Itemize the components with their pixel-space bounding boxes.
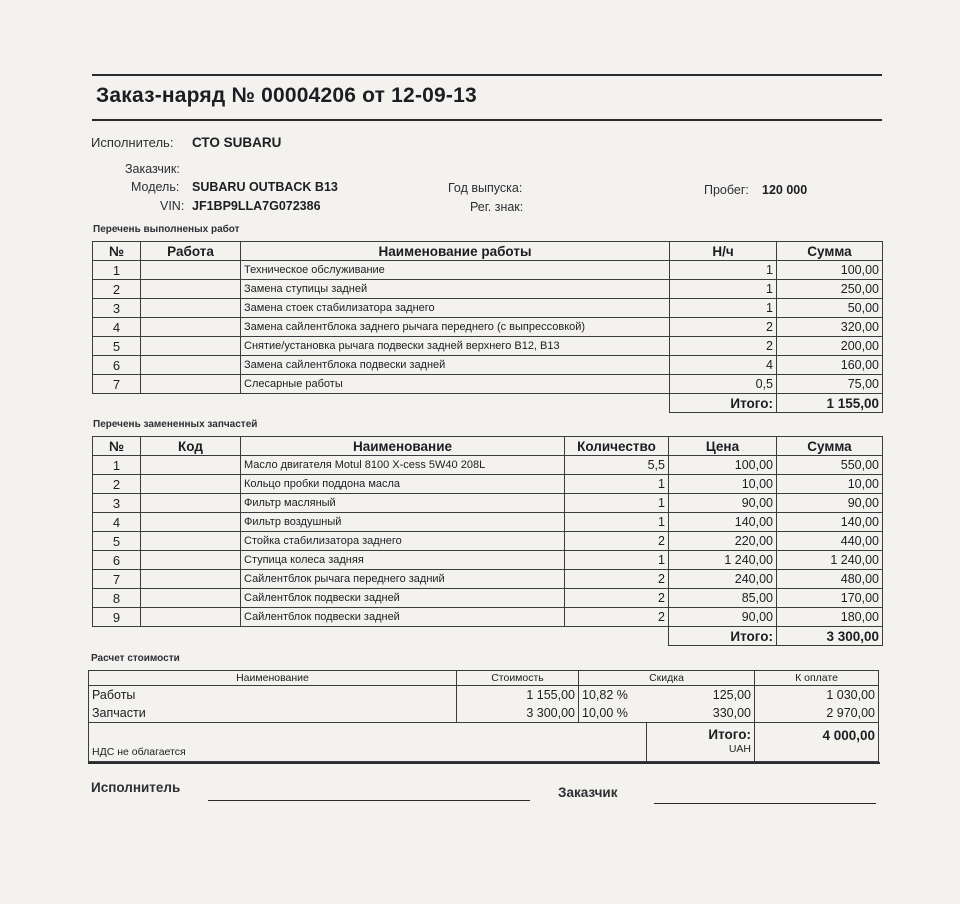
row-name: Замена стоек стабилизатора заднего (241, 299, 670, 318)
row-number: 2 (93, 475, 141, 494)
row-sum: 100,00 (777, 261, 883, 280)
calc-row-pay: 2 970,00 (755, 704, 879, 723)
vat-note: НДС не облагается (92, 746, 186, 758)
parts-col-sum: Сумма (777, 437, 883, 456)
table-row (93, 337, 883, 356)
table-row (89, 704, 879, 723)
row-code (141, 337, 241, 356)
row-price: 100,00 (669, 456, 777, 475)
works-col-hours: Н/ч (670, 242, 777, 261)
row-sum: 170,00 (777, 589, 883, 608)
row-qty: 1 (565, 551, 669, 570)
row-code (141, 280, 241, 299)
table-row (93, 375, 883, 394)
works-total-row (93, 394, 883, 413)
executor-label: Исполнитель: (91, 135, 174, 150)
works-table (92, 241, 883, 413)
row-number: 9 (93, 608, 141, 627)
parts-total-value: 3 300,00 (777, 627, 883, 646)
row-number: 2 (93, 280, 141, 299)
row-number: 6 (93, 551, 141, 570)
row-sum: 140,00 (777, 513, 883, 532)
row-price: 85,00 (669, 589, 777, 608)
row-name: Ступица колеса задняя (241, 551, 565, 570)
row-hours: 1 (670, 280, 777, 299)
parts-col-price: Цена (669, 437, 777, 456)
row-name: Стойка стабилизатора заднего (241, 532, 565, 551)
row-code (141, 456, 241, 475)
row-price: 220,00 (669, 532, 777, 551)
row-qty: 2 (565, 532, 669, 551)
table-row (93, 261, 883, 280)
calc-total-row (89, 723, 879, 762)
row-name: Снятие/установка рычага подвески задней верхнего B12, B13 (241, 337, 670, 356)
row-name: Замена ступицы задней (241, 280, 670, 299)
calc-col-discount: Скидка (579, 671, 755, 686)
calc-row-pay: 1 030,00 (755, 686, 879, 705)
calc-row-discount-pct: 10,00 % (579, 704, 647, 723)
row-qty: 5,5 (565, 456, 669, 475)
row-qty: 2 (565, 608, 669, 627)
row-number: 6 (93, 356, 141, 375)
row-qty: 1 (565, 513, 669, 532)
calc-table (88, 670, 879, 762)
vin-value: JF1BP9LLA7G072386 (192, 199, 321, 213)
calc-col-cost: Стоимость (457, 671, 579, 686)
executor-signature-label: Исполнитель (91, 780, 181, 795)
row-sum: 200,00 (777, 337, 883, 356)
table-row (89, 686, 879, 705)
table-row (93, 456, 883, 475)
row-name: Масло двигателя Motul 8100 X-cess 5W40 208L (241, 456, 565, 475)
document-title: Заказ-наряд № 00004206 от 12-09-13 (96, 84, 477, 107)
table-row (93, 532, 883, 551)
calc-col-pay: К оплате (755, 671, 879, 686)
table-row (93, 589, 883, 608)
works-col-number: № (93, 242, 141, 261)
calc-currency: UAH (728, 743, 751, 755)
row-code (141, 261, 241, 280)
row-sum: 480,00 (777, 570, 883, 589)
table-row (93, 570, 883, 589)
works-section-title: Перечень выполненых работ (93, 224, 240, 235)
works-col-work: Работа (141, 242, 241, 261)
row-number: 3 (93, 494, 141, 513)
works-col-name: Наименование работы (241, 242, 670, 261)
row-sum: 10,00 (777, 475, 883, 494)
parts-col-qty: Количество (565, 437, 669, 456)
parts-col-name: Наименование (241, 437, 565, 456)
table-row (93, 356, 883, 375)
row-sum: 550,00 (777, 456, 883, 475)
calc-row-name: Запчасти (89, 704, 457, 723)
row-qty: 2 (565, 589, 669, 608)
calc-section-title: Расчет стоимости (91, 653, 180, 664)
row-name: Сайлентблок подвески задней (241, 608, 565, 627)
row-price: 90,00 (669, 494, 777, 513)
executor-signature-line (208, 800, 530, 801)
parts-section-title: Перечень замененных запчастей (93, 419, 258, 430)
calc-header-row (89, 671, 879, 686)
parts-col-code: Код (141, 437, 241, 456)
row-sum: 75,00 (777, 375, 883, 394)
row-number: 5 (93, 337, 141, 356)
row-sum: 1 240,00 (777, 551, 883, 570)
row-code (141, 356, 241, 375)
row-sum: 90,00 (777, 494, 883, 513)
row-code (141, 570, 241, 589)
vin-label: VIN: (160, 199, 185, 213)
row-hours: 4 (670, 356, 777, 375)
top-rule (92, 74, 882, 76)
row-name: Фильтр масляный (241, 494, 565, 513)
row-price: 240,00 (669, 570, 777, 589)
works-total-label: Итого: (670, 394, 777, 413)
row-price: 140,00 (669, 513, 777, 532)
executor-value: СТО SUBARU (192, 135, 282, 150)
row-code (141, 589, 241, 608)
row-name: Сайлентблок рычага переднего задний (241, 570, 565, 589)
works-col-sum: Сумма (777, 242, 883, 261)
row-code (141, 475, 241, 494)
row-hours: 1 (670, 261, 777, 280)
parts-total-row (93, 627, 883, 646)
row-price: 1 240,00 (669, 551, 777, 570)
table-row (93, 513, 883, 532)
row-sum: 250,00 (777, 280, 883, 299)
calc-row-discount-sum: 125,00 (647, 686, 755, 705)
row-sum: 180,00 (777, 608, 883, 627)
row-name: Фильтр воздушный (241, 513, 565, 532)
row-sum: 160,00 (777, 356, 883, 375)
row-number: 8 (93, 589, 141, 608)
row-hours: 0,5 (670, 375, 777, 394)
row-sum: 320,00 (777, 318, 883, 337)
parts-col-number: № (93, 437, 141, 456)
row-name: Кольцо пробки поддона масла (241, 475, 565, 494)
row-name: Замена сайлентблока заднего рычага переднего (с выпрессовкой) (241, 318, 670, 337)
table-row (93, 494, 883, 513)
row-number: 1 (93, 261, 141, 280)
row-code (141, 494, 241, 513)
calc-row-cost: 1 155,00 (457, 686, 579, 705)
row-code (141, 608, 241, 627)
row-code (141, 318, 241, 337)
table-row (93, 280, 883, 299)
calc-row-discount-pct: 10,82 % (579, 686, 647, 705)
calc-total-value: 4 000,00 (755, 723, 879, 762)
row-qty: 1 (565, 494, 669, 513)
mileage-value: 120 000 (762, 183, 808, 197)
table-row (93, 608, 883, 627)
calc-row-discount-sum: 330,00 (647, 704, 755, 723)
row-code (141, 375, 241, 394)
row-code (141, 299, 241, 318)
row-name: Сайлентблок подвески задней (241, 589, 565, 608)
row-price: 10,00 (669, 475, 777, 494)
row-code (141, 513, 241, 532)
row-price: 90,00 (669, 608, 777, 627)
model-label: Модель: (131, 180, 180, 194)
mileage-label: Пробег: (704, 183, 749, 197)
row-number: 5 (93, 532, 141, 551)
row-code (141, 532, 241, 551)
row-number: 4 (93, 513, 141, 532)
row-qty: 1 (565, 475, 669, 494)
table-row (93, 299, 883, 318)
table-row (93, 318, 883, 337)
row-hours: 2 (670, 337, 777, 356)
calc-col-name: Наименование (89, 671, 457, 686)
row-hours: 1 (670, 299, 777, 318)
row-number: 1 (93, 456, 141, 475)
table-row (93, 475, 883, 494)
model-value: SUBARU OUTBACK B13 (192, 180, 338, 194)
row-sum: 50,00 (777, 299, 883, 318)
calc-row-cost: 3 300,00 (457, 704, 579, 723)
customer-label: Заказчик: (125, 162, 180, 176)
parts-total-label: Итого: (669, 627, 777, 646)
row-number: 3 (93, 299, 141, 318)
works-total-value: 1 155,00 (777, 394, 883, 413)
row-name: Замена сайлентблока подвески задней (241, 356, 670, 375)
row-name: Слесарные работы (241, 375, 670, 394)
customer-signature-label: Заказчик (558, 785, 618, 800)
parts-header-row (93, 437, 883, 456)
row-number: 7 (93, 570, 141, 589)
parts-table (92, 436, 883, 646)
row-sum: 440,00 (777, 532, 883, 551)
customer-signature-line (654, 803, 876, 804)
row-number: 7 (93, 375, 141, 394)
row-code (141, 551, 241, 570)
calc-row-name: Работы (89, 686, 457, 705)
works-header-row (93, 242, 883, 261)
year-label: Год выпуска: (448, 181, 523, 195)
row-number: 4 (93, 318, 141, 337)
title-underline (92, 119, 882, 121)
row-hours: 2 (670, 318, 777, 337)
table-row (93, 551, 883, 570)
row-name: Техническое обслуживание (241, 261, 670, 280)
row-qty: 2 (565, 570, 669, 589)
plate-label: Рег. знак: (470, 200, 524, 214)
bottom-rule (88, 762, 880, 764)
calc-total-label: Итого: (708, 727, 751, 742)
